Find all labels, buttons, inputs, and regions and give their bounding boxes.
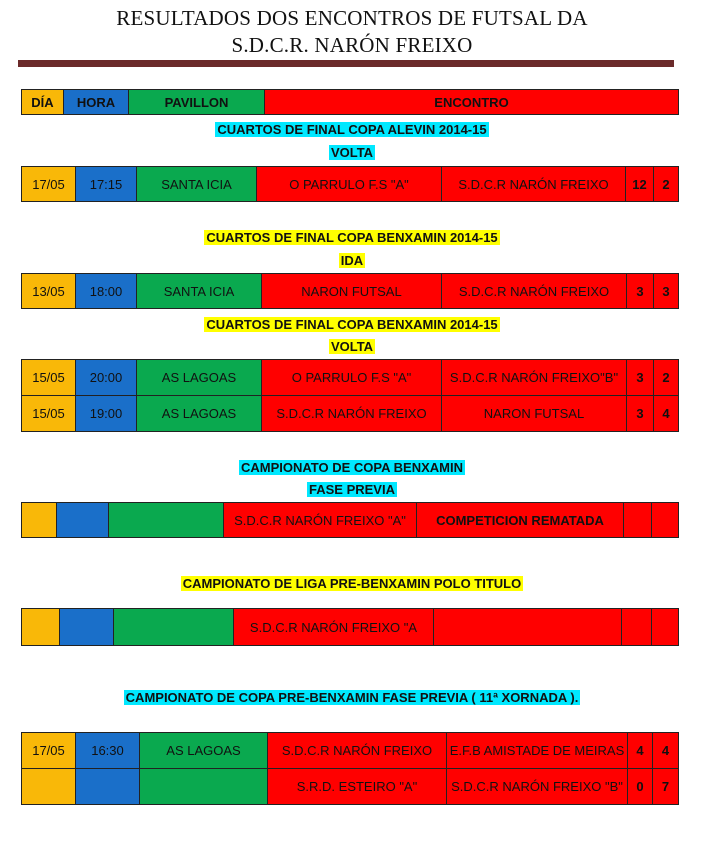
match-score-home: 3 <box>627 396 654 432</box>
match-venue-empty <box>114 609 234 646</box>
match-venue: SANTA ICIA <box>137 167 257 202</box>
header-dia: DÍA <box>22 90 64 115</box>
match-date-empty <box>22 609 60 646</box>
match-away-team: E.F.B AMISTADE DE MEIRAS <box>447 733 628 769</box>
match-venue: AS LAGOAS <box>137 360 262 396</box>
section-alevin-sub: VOLTA <box>330 145 374 160</box>
match-away-team: S.D.C.R NARÓN FREIXO <box>442 274 627 309</box>
match-time-empty <box>60 609 114 646</box>
header-hora: HORA <box>64 90 129 115</box>
match-venue: AS LAGOAS <box>140 733 268 769</box>
title-line-2: S.D.C.R. NARÓN FREIXO <box>231 33 473 57</box>
match-venue: SANTA ICIA <box>137 274 262 309</box>
match-time: 20:00 <box>76 360 137 396</box>
match-score-away: 2 <box>654 167 679 202</box>
match-venue: AS LAGOAS <box>137 396 262 432</box>
title-line-1: RESULTADOS DOS ENCONTROS DE FUTSAL DA <box>116 6 588 30</box>
match-home-team: O PARRULO F.S "A" <box>257 167 442 202</box>
title-rule <box>18 60 674 67</box>
match-time-empty <box>57 503 109 538</box>
match-score-away-empty <box>652 609 679 646</box>
match-score-home-empty <box>622 609 652 646</box>
match-score-home: 3 <box>627 274 654 309</box>
match-home-team: S.D.C.R NARÓN FREIXO <box>262 396 442 432</box>
section-camp-sub: FASE PREVIA <box>309 482 395 497</box>
header-row <box>21 89 679 115</box>
match-time: 17:15 <box>76 167 137 202</box>
match-score-away: 7 <box>653 769 679 805</box>
match-score-away: 3 <box>654 274 679 309</box>
match-score-home: 3 <box>627 360 654 396</box>
match-time: 19:00 <box>76 396 137 432</box>
match-date: 13/05 <box>22 274 76 309</box>
section-liga-title: CAMPIONATO DE LIGA PRE-BENXAMIN POLO TITULO <box>182 576 522 591</box>
match-time: 16:30 <box>76 733 140 769</box>
match-score-away: 2 <box>654 360 679 396</box>
header-encontro: ENCONTRO <box>265 90 679 115</box>
section-benx-volta-title: CUARTOS DE FINAL COPA BENXAMIN 2014-15 <box>206 317 498 332</box>
match-away-team: NARON FUTSAL <box>442 396 627 432</box>
match-home-team: S.D.C.R NARÓN FREIXO "A <box>234 609 434 646</box>
section-benx-ida-sub: IDA <box>340 253 364 268</box>
match-alevin <box>21 166 679 202</box>
match-home-team: S.D.C.R NARÓN FREIXO <box>268 733 447 769</box>
match-score-home: 4 <box>628 733 653 769</box>
match-benx-volta <box>21 359 679 432</box>
match-benx-ida <box>21 273 679 309</box>
match-time: 18:00 <box>76 274 137 309</box>
match-date: 15/05 <box>22 360 76 396</box>
match-score-home: 0 <box>628 769 653 805</box>
match-score-away: 4 <box>653 733 679 769</box>
match-venue-empty <box>140 769 268 805</box>
match-date-empty <box>22 503 57 538</box>
section-prebenx-title: CAMPIONATO DE COPA PRE-BENXAMIN FASE PREVIA ( 11ª XORNADA ). <box>125 690 579 705</box>
header-pavillon: PAVILLON <box>129 90 265 115</box>
section-camp-title: CAMPIONATO DE COPA BENXAMIN <box>241 460 463 475</box>
section-benx-ida-title: CUARTOS DE FINAL COPA BENXAMIN 2014-15 <box>206 230 498 245</box>
match-score-home: 12 <box>626 167 654 202</box>
match-away-team-empty <box>434 609 622 646</box>
match-score-home-empty <box>624 503 652 538</box>
match-away-team: S.D.C.R NARÓN FREIXO <box>442 167 626 202</box>
match-date: 17/05 <box>22 167 76 202</box>
match-score-away: 4 <box>654 396 679 432</box>
match-prebenx <box>21 732 679 805</box>
match-venue-empty <box>109 503 224 538</box>
match-camp <box>21 502 679 538</box>
match-date: 15/05 <box>22 396 76 432</box>
match-status: COMPETICION REMATADA <box>417 503 624 538</box>
section-benx-volta-sub: VOLTA <box>330 339 374 354</box>
match-score-away-empty <box>652 503 679 538</box>
match-liga <box>21 608 679 646</box>
match-home-team: S.R.D. ESTEIRO "A" <box>268 769 447 805</box>
match-time-empty <box>76 769 140 805</box>
match-date: 17/05 <box>22 733 76 769</box>
match-home-team: O PARRULO F.S "A" <box>262 360 442 396</box>
match-home-team: S.D.C.R NARÓN FREIXO "A" <box>224 503 417 538</box>
section-alevin-title: CUARTOS DE FINAL COPA ALEVIN 2014-15 <box>217 122 487 137</box>
match-away-team: S.D.C.R NARÓN FREIXO "B" <box>447 769 628 805</box>
match-home-team: NARON FUTSAL <box>262 274 442 309</box>
match-away-team: S.D.C.R NARÓN FREIXO"B" <box>442 360 627 396</box>
match-date-empty <box>22 769 76 805</box>
